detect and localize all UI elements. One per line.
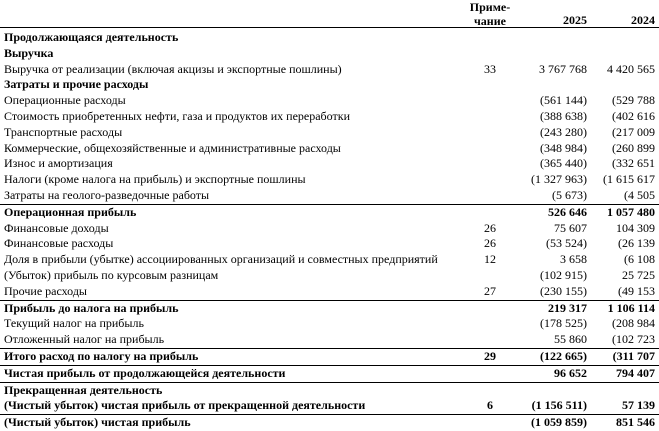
value-2025: (561 144)	[540, 93, 587, 108]
value-2024: (311 707	[612, 348, 655, 363]
row-label: (Убыток) прибыль по курсовым разницам	[4, 267, 219, 282]
row-note: 26	[484, 220, 496, 235]
row-label: Доля в прибыли (убытке) ассоциированных организаций и совместных предприятий	[4, 252, 438, 267]
row-label: Налоги (кроме налога на прибыль) и экспортные пошлины	[4, 172, 306, 187]
row-label: Финансовые доходы	[4, 220, 109, 235]
value-2025: 96 652	[554, 365, 587, 380]
value-2024: (208 984	[612, 316, 655, 331]
row-note: 12	[484, 252, 496, 267]
table-row	[0, 204, 659, 221]
value-2024: 57 139	[622, 398, 655, 413]
row-label: Итого расход по налогу на прибыль	[4, 348, 199, 363]
table-row	[0, 316, 659, 332]
row-label: Затраты и прочие расходы	[4, 77, 149, 92]
value-2025: (5 673)	[552, 187, 587, 202]
value-2024: 851 546	[616, 415, 655, 430]
row-label: Износ и амортизация	[4, 156, 113, 171]
value-2024: (26 139	[618, 236, 655, 251]
row-label: Операционная прибыль	[4, 204, 137, 219]
year-2025-header: 2025	[563, 13, 587, 27]
row-label: (Чистый убыток) чистая прибыль от прекращенной деятельности	[4, 398, 366, 413]
value-2024: 1 057 480	[607, 204, 655, 219]
row-note: 27	[484, 283, 496, 298]
value-2025: (1 156 511)	[531, 398, 587, 413]
value-2025: (1 059 859)	[531, 415, 587, 430]
table-row	[0, 62, 659, 78]
table-row	[0, 300, 659, 317]
value-2025: (53 524)	[546, 236, 587, 251]
value-2024: (217 009	[612, 124, 655, 139]
row-label: Транспортные расходы	[4, 124, 123, 139]
table-row	[0, 188, 659, 204]
row-label: Финансовые расходы	[4, 236, 114, 251]
table-row	[0, 365, 659, 382]
year-2024-header: 2024	[631, 13, 655, 27]
table-row	[0, 30, 659, 46]
value-2024: (529 788	[612, 93, 655, 108]
table-row	[0, 172, 659, 188]
row-label: Затраты на геолого-разведочные работы	[4, 187, 210, 202]
value-2025: 3 658	[560, 252, 587, 267]
table-row	[0, 46, 659, 62]
income-statement-table	[0, 30, 659, 431]
value-2024: 4 420 565	[607, 61, 655, 76]
row-label: Текущий налог на прибыль	[4, 316, 144, 331]
table-row	[0, 332, 659, 348]
value-2024: (6 108	[624, 252, 655, 267]
value-2024: 794 407	[616, 365, 655, 380]
row-note: 29	[484, 348, 496, 363]
value-2024: (1 615 617	[603, 172, 655, 187]
table-row	[0, 141, 659, 157]
table-row	[0, 109, 659, 125]
value-2024: (260 899	[612, 140, 655, 155]
value-2025: (365 440)	[540, 156, 587, 171]
value-2025: (243 280)	[540, 124, 587, 139]
table-row	[0, 414, 659, 431]
value-2025: 75 607	[554, 220, 587, 235]
value-2025: (178 525)	[540, 316, 587, 331]
value-2024: (4 505	[624, 187, 655, 202]
note-column-header	[462, 0, 518, 28]
table-row	[0, 125, 659, 141]
row-label: Выручка от реализации (включая акцизы и экспортные пошлины)	[4, 61, 342, 76]
table-row	[0, 252, 659, 268]
row-label: Выручка	[4, 45, 54, 60]
row-label: Операционные расходы	[4, 93, 126, 108]
value-2024: 1 106 114	[607, 300, 655, 315]
value-2025: (388 638)	[540, 108, 587, 123]
table-row	[0, 77, 659, 93]
table-row	[0, 398, 659, 414]
value-2024: (402 616	[612, 108, 655, 123]
row-label: Коммерческие, общехозяйственные и административные расходы	[4, 140, 341, 155]
value-2025: (230 155)	[540, 283, 587, 298]
value-2025: 55 860	[554, 332, 587, 347]
value-2025: (348 984)	[540, 140, 587, 155]
value-2024: (49 153	[618, 283, 655, 298]
row-label: (Чистый убыток) чистая прибыль	[4, 415, 191, 430]
row-label: Прочие расходы	[4, 283, 87, 298]
row-label: Отложенный налог на прибыль	[4, 332, 165, 347]
note-header-line2: чание	[474, 14, 506, 28]
value-2024: (102 723	[612, 332, 655, 347]
row-note: 26	[484, 236, 496, 251]
value-2025: (122 665)	[540, 348, 587, 363]
value-2025: (102 915)	[540, 267, 587, 282]
value-2024: 25 725	[622, 267, 655, 282]
table-header	[0, 0, 659, 28]
table-row	[0, 382, 659, 399]
table-row	[0, 348, 659, 365]
table-row	[0, 93, 659, 109]
row-label: Прекращенная деятельность	[4, 382, 163, 397]
value-2025: (1 327 963)	[531, 172, 587, 187]
row-label: Чистая прибыль от продолжающейся деятельности	[4, 365, 286, 380]
row-note: 6	[487, 398, 493, 413]
value-2024: (332 651	[612, 156, 655, 171]
row-label: Продолжающаяся деятельность	[4, 30, 179, 44]
row-label: Прибыль до налога на прибыль	[4, 300, 179, 315]
value-2025: 219 317	[548, 300, 587, 315]
note-header-line1: Приме-	[469, 0, 511, 14]
table-row	[0, 284, 659, 300]
value-2024: 104 309	[616, 220, 655, 235]
table-row	[0, 268, 659, 284]
table-row	[0, 236, 659, 252]
row-note: 33	[484, 61, 496, 76]
value-2025: 526 646	[548, 204, 587, 219]
value-2025: 3 767 768	[539, 61, 587, 76]
table-row	[0, 221, 659, 237]
row-label: Стоимость приобретенных нефти, газа и продуктов их переработки	[4, 108, 350, 123]
table-row	[0, 156, 659, 172]
